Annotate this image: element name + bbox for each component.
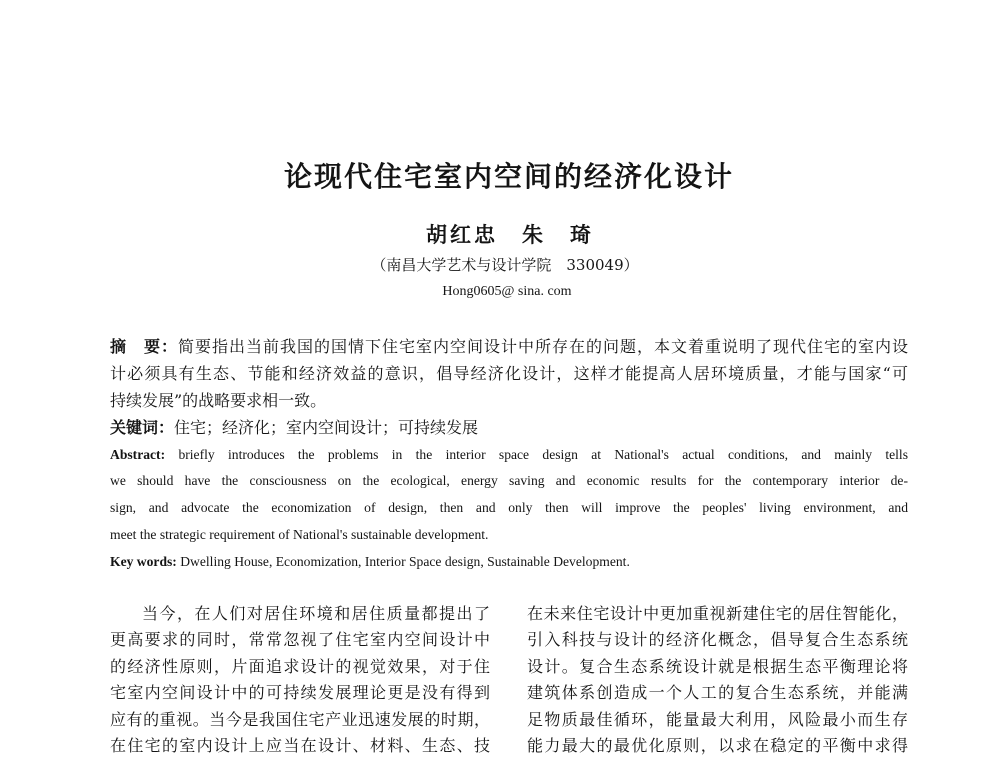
- body-right-line: 在未来住宅设计中更加重视新建住宅的居住智能化，: [527, 604, 908, 623]
- body-right-line: 能力最大的最优化原则，以求在稳定的平衡中求得: [527, 735, 908, 755]
- body-left-line: 在住宅的室内设计上应当在设计、材料、生态、技: [110, 735, 490, 755]
- abstract-cn-line: 计必须具有生态、节能和经济效益的意识，倡导经济化设计，这样才能提高人居环境质量，才能与国家“可: [110, 363, 908, 383]
- paper-title: 论现代住宅室内空间的经济化设计: [283, 160, 734, 193]
- abstract-en-label: Abstract:: [110, 446, 166, 462]
- body-right-line: 建筑体系创造成一个人工的复合生态系统，并能满: [527, 683, 908, 703]
- body-column-right: [527, 601, 908, 759]
- abstract-cn-line: 持续发展”的战略要求相一致。: [110, 390, 327, 410]
- body-right-line: 引入科技与设计的经济化概念，倡导复合生态系统: [527, 630, 908, 650]
- body-left-line: 当今，在人们对居住环境和居住质量都提出了: [142, 604, 490, 623]
- abstract-en-line: sign, and advocate the economization of design, then and only then will improve the peoples' living environment, and: [110, 500, 908, 516]
- body-left-line: 的经济性原则，片面追求设计的视觉效果，对于住: [110, 656, 490, 676]
- body-left-line: 应有的重视。当今是我国住宅产业迅速发展的时期，: [110, 709, 490, 729]
- body-right-line: 设计。复合生态系统设计就是根据生态平衡理论将: [527, 656, 908, 676]
- abstract-section: [110, 334, 908, 576]
- body-left-line: 宅室内空间设计中的可持续发展理论更是没有得到: [110, 683, 490, 703]
- abstract-en-text: briefly introduces the problems in the interior space design at National's actual conditions, and mainly tells: [165, 446, 908, 462]
- abstract-cn-text: 简要指出当前我国的国情下住宅室内空间设计中所存在的问题，本文着重说明了现代住宅的室内设: [178, 337, 908, 356]
- keywords-en-text: Dwelling House, Economization, Interior Space design, Sustainable Development.: [176, 554, 630, 569]
- keywords-cn-label: 关键词：: [110, 417, 175, 437]
- author-names: 胡红忠 朱 琦: [426, 222, 594, 247]
- abstract-cn-line: [110, 334, 908, 361]
- keywords-en-label: Key words:: [110, 554, 177, 569]
- keywords-en: [110, 549, 908, 576]
- abstract-en-line: meet the strategic requirement of National's sustainable development.: [110, 527, 489, 543]
- abstract-en-line: [110, 442, 908, 469]
- author-email: Hong0605@ sina. com: [442, 284, 572, 299]
- keywords-cn-text: 住宅；经济化；室内空间设计；可持续发展: [174, 417, 479, 437]
- abstract-en-line: we should have the consciousness on the ecological, energy saving and economic results for the contemporary interior de-: [110, 473, 908, 489]
- abstract-cn-label: 摘 要：: [110, 337, 178, 356]
- author-affiliation: （南昌大学艺术与设计学院 330049）: [371, 256, 639, 274]
- body-left-line: 更高要求的同时，常常忽视了住宅室内空间设计中: [110, 630, 490, 650]
- body-right-line: 足物质最佳循环，能量最大利用，风险最小而生存: [527, 709, 908, 729]
- body-column-left: [110, 601, 490, 759]
- keywords-cn: [110, 415, 908, 442]
